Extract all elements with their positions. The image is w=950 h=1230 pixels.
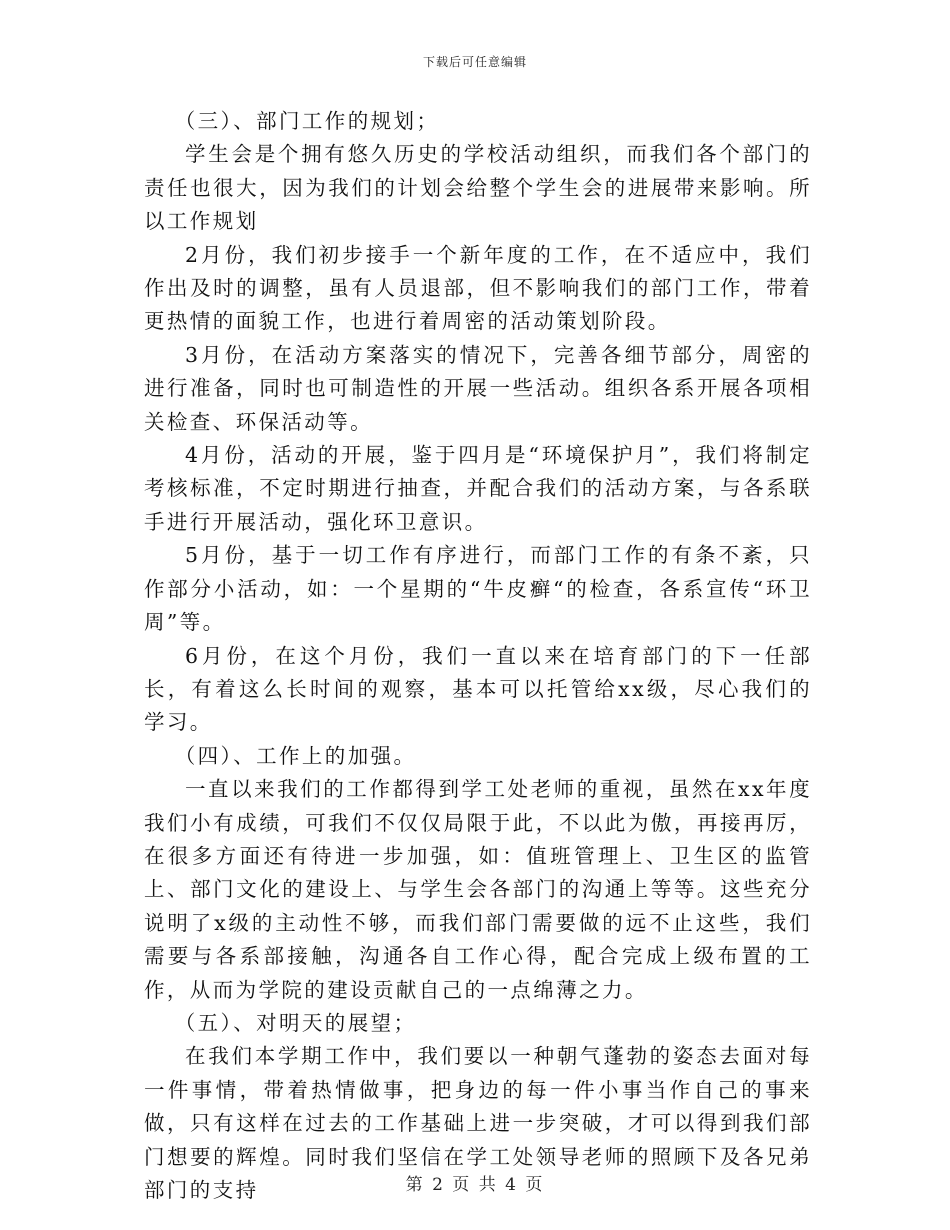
document-body — [144, 105, 812, 1207]
section-heading-4: （四）、工作上的加强。 — [174, 743, 417, 768]
page-footer: 第 2 页 共 4 页 — [405, 1175, 545, 1195]
paragraph-february: 2月份，我们初步接手一个新年度的工作，在不适应中，我们作出及时的调整，虽有人员退部，但不影响我们的部门工作，带着更热情的面貌工作，也进行着周密的活动策划阶段。 — [144, 242, 812, 334]
paragraph-april: 4月份，活动的开展，鉴于四月是“环境保护月”，我们将制定考核标准，不定时期进行抽查，并配合我们的活动方案，与各系联手进行开展活动，强化环卫意识。 — [144, 443, 812, 534]
paragraph-march: 3月份，在活动方案落实的情况下，完善各细节部分，周密的进行准备，同时也可制造性的开展一些活动。组织各系开展各项相关检查、环保活动等。 — [144, 342, 812, 434]
section-heading-5: （五）、对明天的展望； — [174, 1010, 417, 1035]
paragraph-outlook: 在我们本学期工作中，我们要以一种朝气蓬勃的姿态去面对每一件事情，带着热情做事，把身边的每一件小事当作自己的事来做，只有这样在过去的工作基础上进一步突破，才可以得到我们部门想要的辉煌。同时我们坚信在学工处领导老师的照顾下及各兄弟部门的支持 — [144, 1044, 812, 1202]
paragraph-june: 6月份，在这个月份，我们一直以来在培育部门的下一任部长，有着这么长时间的观察，基本可以托管给xx级，尽心我们的学习。 — [144, 643, 812, 735]
paragraph-strengthening: 一直以来我们的工作都得到学工处老师的重视，虽然在xx年度我们小有成绩，可我们不仅仅局限于此，不以此为傲，再接再厉，在很多方面还有待进一步加强，如：值班管理上、卫生区的监管上、部门文化的建设上、与学生会各部门的沟通上等等。这些充分说明了x级的主动性不够，而我们部门需要做的远不止这些，我们需要与各系部接触，沟通各自工作心得，配合完成上级布置的工作，从而为学院的建设贡献自己的一点绵薄之力。 — [144, 777, 812, 1002]
paragraph-may: 5月份，基于一切工作有序进行，而部门工作的有条不紊，只作部分小活动，如：一个星期的“牛皮癣“的检查，各系宣传“环卫周”等。 — [144, 543, 812, 635]
section-heading-3: （三）、部门工作的规划； — [174, 109, 440, 133]
page-header: 下载后可任意编辑 — [422, 55, 527, 69]
paragraph-intro: 学生会是个拥有悠久历史的学校活动组织，而我们各个部门的责任也很大，因为我们的计划会给整个学生会的进展带来影响。所以工作规划 — [144, 142, 812, 234]
